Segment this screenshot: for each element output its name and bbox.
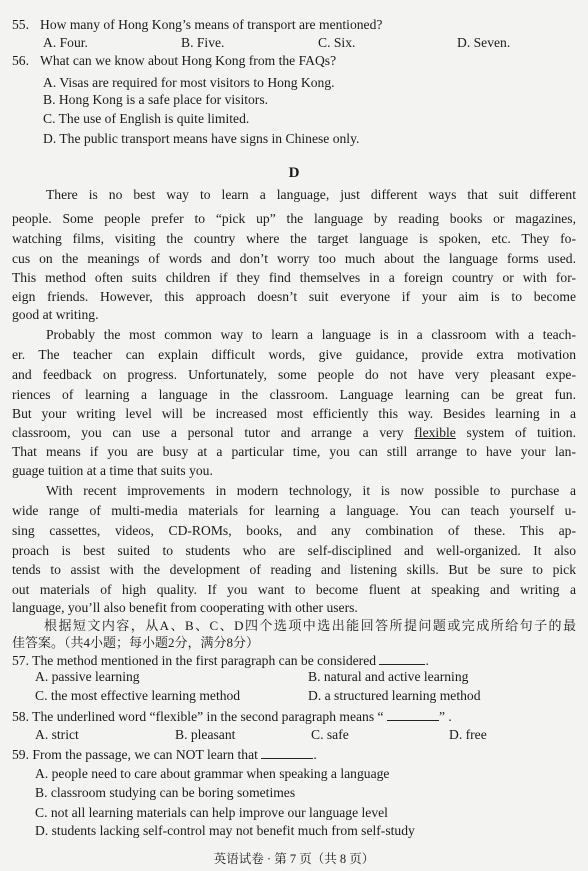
option-text: C. not all learning materials can help improve our language level — [35, 805, 388, 820]
passage-line: people. Some people prefer to “pick up” the language by reading books or magazines, — [12, 211, 576, 226]
option-b: B. Five. — [181, 35, 225, 50]
question-stem: How many of Hong Kong’s means of transport are mentioned? — [40, 17, 383, 32]
passage-text: system of tuition. — [466, 425, 576, 440]
option-b: B. natural and active learning — [308, 669, 469, 684]
passage-line: sing cassettes, videos, CD-ROMs, books, and any combination of these. This ap- — [12, 523, 576, 538]
question-end: . — [313, 747, 317, 762]
question-number: 56. — [12, 53, 29, 68]
option-text: D. The public transport means have signs in Chinese only. — [43, 131, 360, 146]
option-text: D. students lacking self-control may not benefit much from self-study — [35, 823, 415, 838]
option-d: D. Seven. — [457, 35, 511, 50]
option-a: A. Four. — [43, 35, 88, 50]
question-number: 57. — [12, 653, 29, 668]
page-footer: 英语试卷 · 第 7 页（共 8 页） — [213, 852, 375, 866]
passage-line: With recent improvements in modern technology, it is now possible to purchase a — [46, 483, 576, 498]
passage-line: riences of learning a language in the classroom. Language learning can be great fun. — [12, 387, 576, 402]
question-stem: From the passage, we can NOT learn that — [32, 747, 258, 762]
question-end: . — [425, 653, 429, 668]
passage-line: proach is best suited to students who are self-disciplined and well-organized. It also — [12, 543, 576, 558]
passage-line: cus on the meanings of words and don’t worry too much about the language forms used. — [12, 251, 576, 266]
question-end: ” . — [438, 709, 452, 724]
answer-blank — [387, 707, 439, 721]
option-text: B. classroom studying can be boring sometimes — [35, 785, 296, 800]
passage-line: good at writing. — [12, 307, 99, 322]
passage-line: wide range of multi-media materials for learning a language. You can teach yourself u- — [12, 503, 576, 518]
option-d: D. free — [449, 727, 487, 742]
instructions-line: 佳答案。（共4小题；每小题2分，满分8分） — [12, 635, 260, 650]
option-text: A. people need to care about grammar when speaking a language — [35, 766, 390, 781]
question-number: 58. — [12, 709, 29, 724]
passage-line — [12, 424, 576, 442]
passage-line: tends to assist with the development of reading and listening skills. But be sure to pick — [12, 562, 576, 577]
underlined-word: flexible — [414, 425, 456, 440]
option-text: B. Hong Kong is a safe place for visitors. — [43, 92, 269, 107]
passage-line: and feedback on progress. Unfortunately, some people do not have very pleasant expe- — [12, 367, 576, 382]
passage-line: But your writing level will be increased most efficiently this way. Besides learning in a — [12, 406, 576, 421]
option-c: C. safe — [311, 727, 349, 742]
passage-line: language, you’ll also benefit from cooperating with other users. — [12, 600, 358, 615]
option-c: C. Six. — [318, 35, 356, 50]
option-text: A. Visas are required for most visitors to Hong Kong. — [43, 75, 335, 90]
passage-line: guage tuition at a time that suits you. — [12, 463, 213, 478]
answer-blank — [379, 651, 425, 665]
option-d: D. a structured learning method — [308, 688, 481, 703]
question-58 — [12, 707, 452, 726]
passage-line: eign friends. However, this approach doesn’t suit everyone if your aim is to become — [12, 289, 576, 304]
question-stem: The underlined word “flexible” in the second paragraph means “ — [32, 709, 384, 724]
passage-text: classroom, you can use a personal tutor and arrange a very — [12, 425, 404, 440]
passage-line: That means if you are busy at a particular time, you can still arrange to have your lan- — [12, 444, 576, 459]
passage-line: Probably the most common way to learn a language is in a classroom with a teach- — [46, 327, 576, 342]
passage-line: er. The teacher can explain difficult words, give guidance, provide extra motivation — [12, 347, 576, 362]
option-c: C. the most effective learning method — [35, 688, 241, 703]
option-a: A. passive learning — [35, 669, 140, 684]
option-a: A. strict — [35, 727, 79, 742]
option-text: C. The use of English is quite limited. — [43, 111, 250, 126]
passage-line: There is no best way to learn a language, just different ways that suit different — [46, 187, 576, 202]
passage-line: This method often suits children if they find themselves in a foreign country or with for- — [12, 270, 576, 285]
passage-heading: D — [288, 165, 300, 181]
question-stem: The method mentioned in the first paragraph can be considered — [32, 653, 377, 668]
passage-line: watching films, visiting the country where the target language is spoken, etc. They fo- — [12, 231, 576, 246]
instructions-line: 根据短文内容，从A、B、C、D四个选项中选出能回答所提问题或完成所给句子的最 — [44, 618, 576, 633]
answer-blank — [261, 745, 313, 759]
question-number: 59. — [12, 747, 29, 762]
passage-line: out materials of high quality. If you want to become fluent at speaking and writing a — [12, 582, 576, 597]
question-number: 55. — [12, 17, 29, 32]
question-stem: What can we know about Hong Kong from the FAQs? — [40, 53, 337, 68]
question-59 — [12, 745, 317, 764]
option-b: B. pleasant — [175, 727, 236, 742]
